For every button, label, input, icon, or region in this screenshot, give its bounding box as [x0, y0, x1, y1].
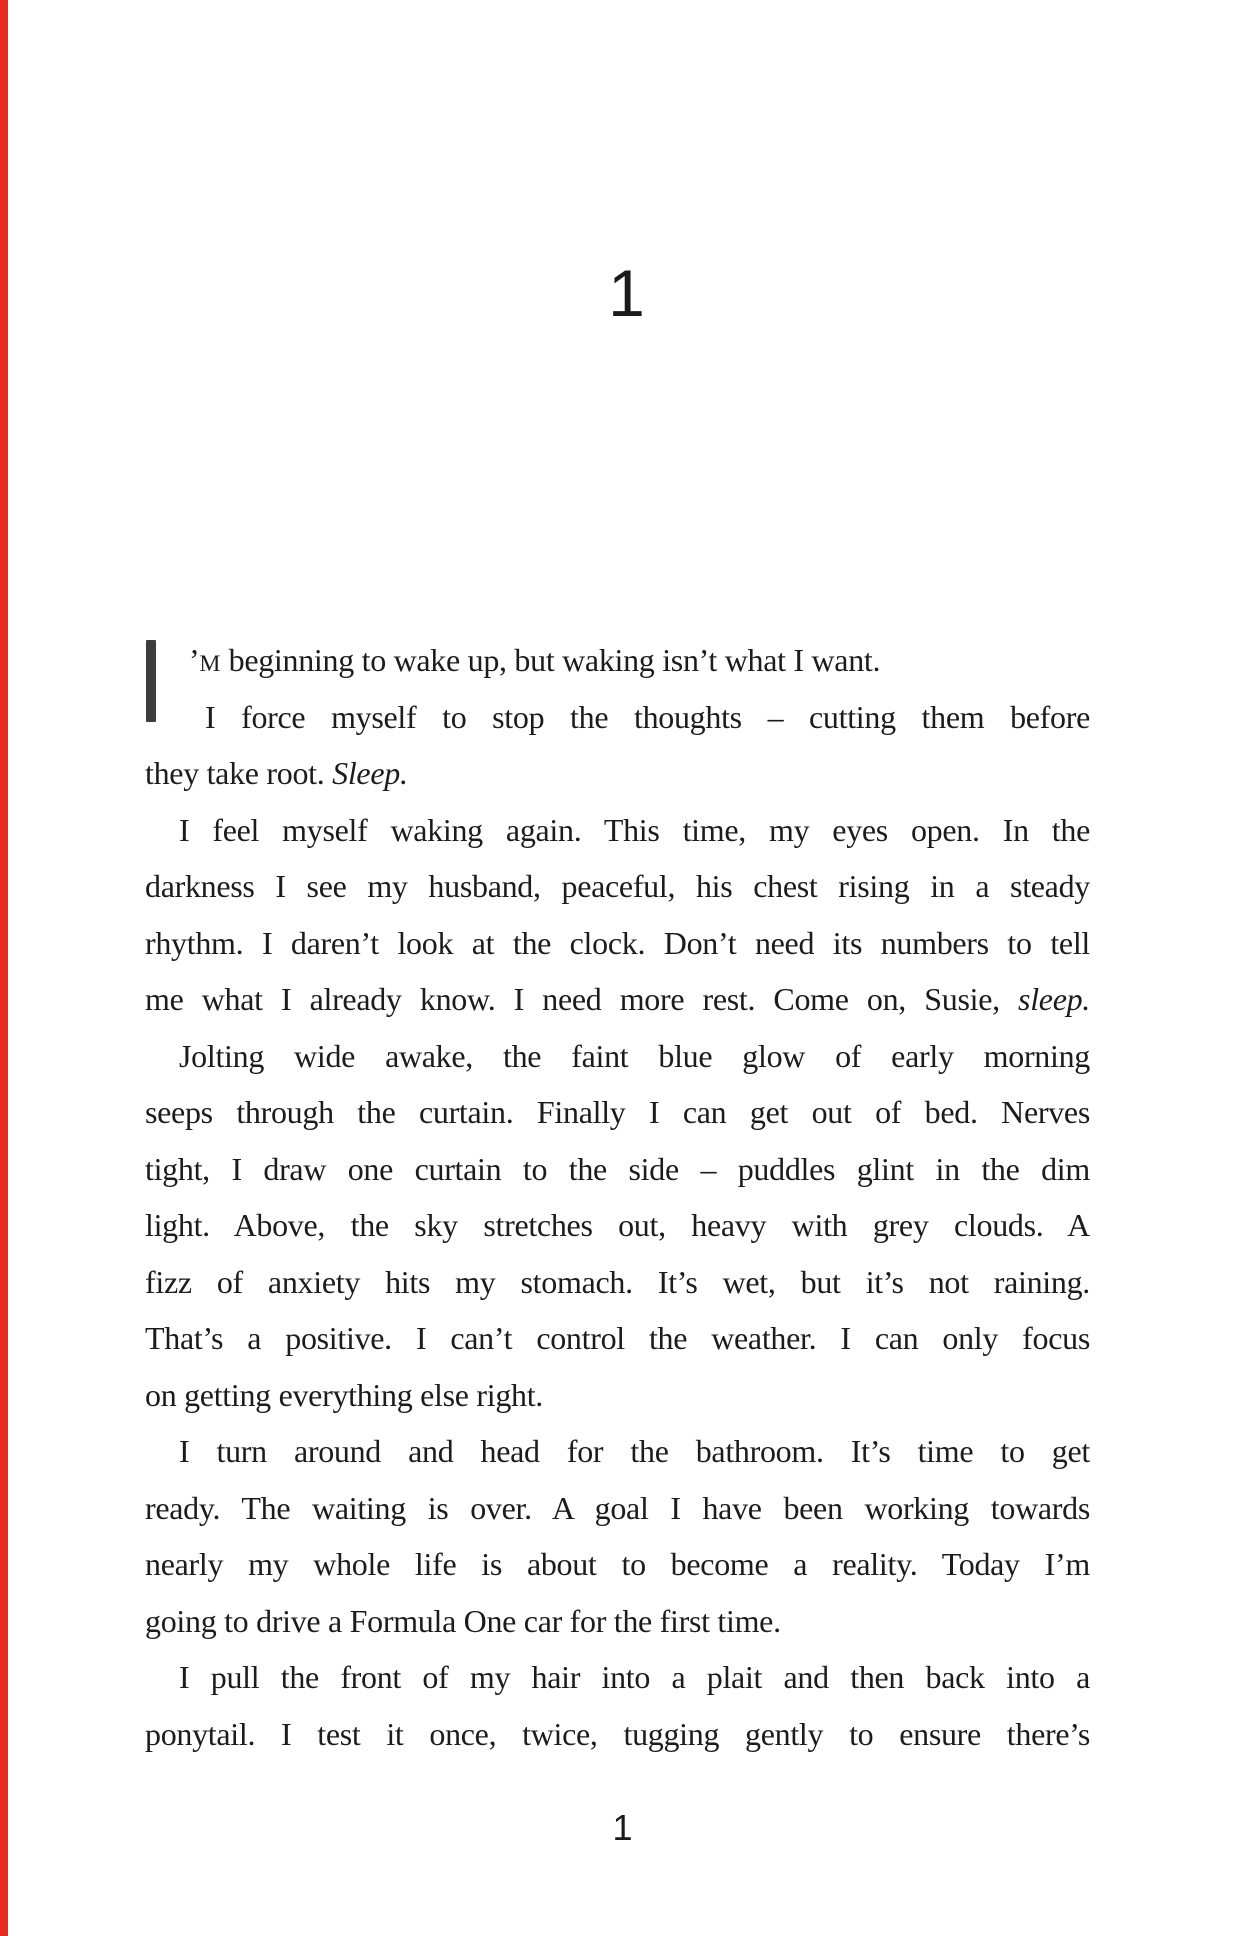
text-line: me what I already know. I need more rest. Come on, Susie, sleep.: [145, 981, 1090, 1017]
chapter-number: 1: [608, 256, 645, 330]
page-number: 1: [612, 1807, 633, 1848]
text-line: darkness I see my husband, peaceful, his chest rising in a steady: [145, 868, 1090, 904]
body-text: [145, 632, 1090, 1762]
text-line: I force myself to stop the thoughts – cutting them before: [205, 698, 1090, 735]
text-line: going to drive a Formula One car for the first time.: [145, 1602, 781, 1639]
text-line: I feel myself waking again. This time, my eyes open. In the: [179, 811, 1090, 848]
text-line: I pull the front of my hair into a plait and then back into a: [179, 1659, 1090, 1695]
text-line: nearly my whole life is about to become a reality. Today I’m: [145, 1546, 1090, 1582]
text-line: That’s a positive. I can’t control the weather. I can only focus: [145, 1320, 1090, 1356]
text-line: fizz of anxiety hits my stomach. It’s wet, but it’s not raining.: [145, 1263, 1090, 1300]
text-line: ponytail. I test it once, twice, tugging gently to ensure there’s: [145, 1715, 1090, 1752]
text-line: tight, I draw one curtain to the side – puddles glint in the dim: [145, 1150, 1090, 1187]
text-line: I turn around and head for the bathroom. It’s time to get: [179, 1433, 1090, 1469]
text-line: light. Above, the sky stretches out, heavy with grey clouds. A: [145, 1207, 1090, 1243]
text-line: seeps through the curtain. Finally I can get out of bed. Nerves: [145, 1094, 1090, 1130]
text-line: on getting everything else right.: [145, 1376, 544, 1413]
text-line: ready. The waiting is over. A goal I have been working towards: [145, 1489, 1090, 1526]
text-line: ’M beginning to wake up, but waking isn’t what I want.: [189, 642, 881, 678]
text-line: they take root. Sleep.: [145, 755, 408, 791]
text-line: rhythm. I daren’t look at the clock. Don’t need its numbers to tell: [145, 924, 1090, 961]
text-line: Jolting wide awake, the faint blue glow of early morning: [179, 1037, 1090, 1074]
